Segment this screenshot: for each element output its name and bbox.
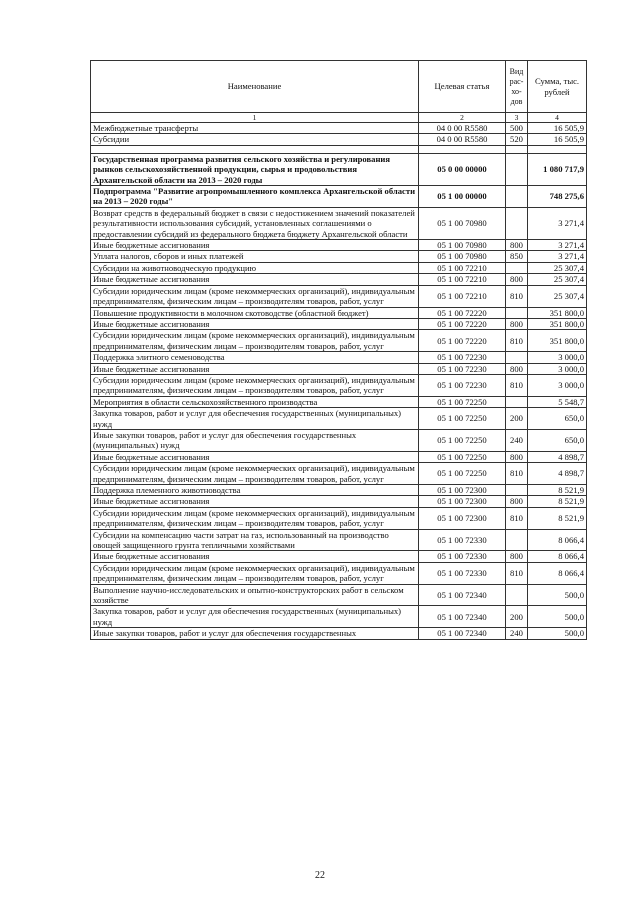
row-target-article: 05 1 00 72250 — [419, 451, 506, 462]
row-expense-type — [506, 307, 528, 318]
row-target-article: 05 1 00 72210 — [419, 274, 506, 285]
table-row — [91, 606, 587, 628]
row-sum: 8 521,9 — [528, 485, 587, 496]
row-sum: 25 307,4 — [528, 274, 587, 285]
row-expense-type: 810 — [506, 507, 528, 529]
page-number: 22 — [315, 870, 325, 881]
table-row — [91, 628, 587, 639]
row-name: Субсидии на компенсацию части затрат на газ, использованный на производство овощей защищенного грунта тепличными хозяйствами — [91, 529, 419, 551]
row-sum: 8 066,4 — [528, 529, 587, 551]
row-expense-type — [506, 584, 528, 606]
row-expense-type: 800 — [506, 496, 528, 507]
row-expense-type — [506, 529, 528, 551]
row-sum: 3 271,4 — [528, 251, 587, 262]
table-row — [91, 551, 587, 562]
row-target-article: 04 0 00 R5580 — [419, 134, 506, 145]
row-expense-type — [506, 485, 528, 496]
row-expense-type: 500 — [506, 123, 528, 134]
table-row — [91, 274, 587, 285]
spacer-row — [91, 145, 587, 153]
row-sum: 650,0 — [528, 429, 587, 451]
row-target-article: 05 1 00 72300 — [419, 485, 506, 496]
row-expense-type: 850 — [506, 251, 528, 262]
table-row — [91, 529, 587, 551]
row-name: Иные бюджетные ассигнования — [91, 240, 419, 251]
row-name: Поддержка элитного семеноводства — [91, 352, 419, 363]
row-target-article: 05 1 00 70980 — [419, 240, 506, 251]
row-expense-type — [506, 262, 528, 273]
row-target-article: 05 1 00 72250 — [419, 463, 506, 485]
table-row — [91, 207, 587, 239]
row-target-article: 05 1 00 72340 — [419, 628, 506, 639]
row-sum: 351 800,0 — [528, 330, 587, 352]
row-name: Иные бюджетные ассигнования — [91, 274, 419, 285]
row-sum: 3 271,4 — [528, 240, 587, 251]
row-name: Уплата налогов, сборов и иных платежей — [91, 251, 419, 262]
row-name: Иные бюджетные ассигнования — [91, 451, 419, 462]
row-name: Закупка товаров, работ и услуг для обеспечения государственных (муниципальных) нужд — [91, 408, 419, 430]
table-row — [91, 352, 587, 363]
row-sum: 25 307,4 — [528, 262, 587, 273]
row-expense-type: 810 — [506, 330, 528, 352]
row-target-article: 04 0 00 R5580 — [419, 123, 506, 134]
table-row — [91, 429, 587, 451]
row-sum: 748 275,6 — [528, 186, 587, 208]
row-expense-type: 240 — [506, 429, 528, 451]
header-target-article: Целевая статья — [419, 61, 506, 113]
table-row — [91, 374, 587, 396]
row-expense-type: 810 — [506, 562, 528, 584]
row-expense-type: 800 — [506, 551, 528, 562]
row-target-article: 05 1 00 72220 — [419, 318, 506, 329]
row-name: Субсидии юридическим лицам (кроме некоммерческих организаций), индивидуальным предпринимателям, физическим лицам – производителям товаров, работ, услуг — [91, 562, 419, 584]
budget-table — [90, 60, 587, 640]
row-target-article: 05 1 00 72340 — [419, 584, 506, 606]
row-target-article: 05 1 00 72210 — [419, 262, 506, 273]
table-row — [91, 408, 587, 430]
col-number-1: 1 — [91, 113, 419, 123]
row-name: Иные закупки товаров, работ и услуг для обеспечения государственных (муниципальных) нужд — [91, 429, 419, 451]
row-expense-type: 800 — [506, 274, 528, 285]
table-row — [91, 307, 587, 318]
row-target-article: 05 1 00 70980 — [419, 251, 506, 262]
row-expense-type: 200 — [506, 408, 528, 430]
row-sum: 500,0 — [528, 628, 587, 639]
row-expense-type: 800 — [506, 240, 528, 251]
table-row — [91, 496, 587, 507]
row-target-article: 05 1 00 72230 — [419, 352, 506, 363]
row-sum: 3 271,4 — [528, 207, 587, 239]
row-target-article: 05 1 00 72300 — [419, 496, 506, 507]
row-target-article: 05 1 00 72230 — [419, 374, 506, 396]
row-sum: 351 800,0 — [528, 318, 587, 329]
table-body — [91, 123, 587, 640]
row-sum: 8 066,4 — [528, 562, 587, 584]
row-target-article: 05 1 00 72340 — [419, 606, 506, 628]
row-name: Иные закупки товаров, работ и услуг для обеспечения государственных — [91, 628, 419, 639]
row-name: Подпрограмма "Развитие агропромышленного комплекса Архангельской области на 2013 – 2020 годы" — [91, 186, 419, 208]
table-row — [91, 363, 587, 374]
table-row — [91, 485, 587, 496]
row-sum: 351 800,0 — [528, 307, 587, 318]
table-row — [91, 451, 587, 462]
row-target-article: 05 1 00 72250 — [419, 408, 506, 430]
row-target-article: 05 1 00 72230 — [419, 363, 506, 374]
row-sum: 500,0 — [528, 584, 587, 606]
row-expense-type: 810 — [506, 374, 528, 396]
spacer-cell — [506, 145, 528, 153]
row-sum: 3 000,0 — [528, 363, 587, 374]
row-name: Субсидии юридическим лицам (кроме некоммерческих организаций), индивидуальным предпринимателям, физическим лицам – производителям товаров, работ, услуг — [91, 330, 419, 352]
row-sum: 500,0 — [528, 606, 587, 628]
row-name: Субсидии юридическим лицам (кроме некоммерческих организаций), индивидуальным предпринимателям, физическим лицам – производителям товаров, работ, услуг — [91, 463, 419, 485]
table-row — [91, 396, 587, 407]
table-row — [91, 285, 587, 307]
row-expense-type: 800 — [506, 318, 528, 329]
row-name: Повышение продуктивности в молочном скотоводстве (областной бюджет) — [91, 307, 419, 318]
row-expense-type — [506, 186, 528, 208]
row-target-article: 05 1 00 72330 — [419, 529, 506, 551]
table-row — [91, 262, 587, 273]
row-target-article: 05 1 00 72330 — [419, 562, 506, 584]
row-name: Иные бюджетные ассигнования — [91, 551, 419, 562]
table-row — [91, 318, 587, 329]
row-expense-type: 520 — [506, 134, 528, 145]
row-expense-type: 200 — [506, 606, 528, 628]
row-name: Субсидии юридическим лицам (кроме некоммерческих организаций), индивидуальным предпринимателям, физическим лицам – производителям товаров, работ, услуг — [91, 374, 419, 396]
row-name: Поддержка племенного животноводства — [91, 485, 419, 496]
row-name: Межбюджетные трансферты — [91, 123, 419, 134]
row-name: Возврат средств в федеральный бюджет в связи с недостижением значений показателей результативности использования субсидий, установленных соглашениями о предоставлении субсидий из федерального бюджета бюджету Архангельской области — [91, 207, 419, 239]
row-sum: 8 521,9 — [528, 496, 587, 507]
row-name: Закупка товаров, работ и услуг для обеспечения государственных (муниципальных) нужд — [91, 606, 419, 628]
table-row — [91, 240, 587, 251]
table-row — [91, 186, 587, 208]
row-expense-type: 810 — [506, 463, 528, 485]
row-target-article: 05 1 00 00000 — [419, 186, 506, 208]
table-row — [91, 123, 587, 134]
row-target-article: 05 1 00 72210 — [419, 285, 506, 307]
header-sum: Сумма, тыс. рублей — [528, 61, 587, 113]
row-target-article: 05 0 00 00000 — [419, 153, 506, 185]
budget-table-sheet — [90, 60, 586, 640]
row-expense-type: 240 — [506, 628, 528, 639]
row-sum: 3 000,0 — [528, 352, 587, 363]
row-name: Иные бюджетные ассигнования — [91, 318, 419, 329]
row-name: Субсидии юридическим лицам (кроме некоммерческих организаций), индивидуальным предпринимателям, физическим лицам – производителям товаров, работ, услуг — [91, 507, 419, 529]
row-name: Государственная программа развития сельского хозяйства и регулирования рынков сельскохозяйственной продукции, сырья и продовольствия Архангельской области на 2013 – 2020 годы — [91, 153, 419, 185]
row-expense-type: 800 — [506, 451, 528, 462]
row-sum: 8 066,4 — [528, 551, 587, 562]
row-target-article: 05 1 00 72220 — [419, 307, 506, 318]
row-sum: 5 548,7 — [528, 396, 587, 407]
row-sum: 25 307,4 — [528, 285, 587, 307]
row-target-article: 05 1 00 72250 — [419, 396, 506, 407]
row-name: Иные бюджетные ассигнования — [91, 496, 419, 507]
table-row — [91, 507, 587, 529]
row-expense-type — [506, 153, 528, 185]
row-expense-type — [506, 207, 528, 239]
table-row — [91, 330, 587, 352]
header-expense-type: Вид рас-хо-дов — [506, 61, 528, 113]
row-name: Субсидии — [91, 134, 419, 145]
row-sum: 650,0 — [528, 408, 587, 430]
row-sum: 3 000,0 — [528, 374, 587, 396]
table-row — [91, 562, 587, 584]
row-name: Мероприятия в области сельскохозяйственного производства — [91, 396, 419, 407]
table-row — [91, 134, 587, 145]
row-name: Субсидии на животноводческую продукцию — [91, 262, 419, 273]
table-row — [91, 251, 587, 262]
table-row — [91, 463, 587, 485]
row-sum: 1 080 717,9 — [528, 153, 587, 185]
row-name: Иные бюджетные ассигнования — [91, 363, 419, 374]
row-target-article: 05 1 00 72330 — [419, 551, 506, 562]
header-name: Наименование — [91, 61, 419, 113]
row-name: Субсидии юридическим лицам (кроме некоммерческих организаций), индивидуальным предпринимателям, физическим лицам – производителям товаров, работ, услуг — [91, 285, 419, 307]
row-sum: 16 505,9 — [528, 134, 587, 145]
row-target-article: 05 1 00 72300 — [419, 507, 506, 529]
row-sum: 16 505,9 — [528, 123, 587, 134]
row-name: Выполнение научно-исследовательских и опытно-конструкторских работ в сельском хозяйстве — [91, 584, 419, 606]
row-target-article: 05 1 00 72220 — [419, 330, 506, 352]
spacer-cell — [91, 145, 419, 153]
row-sum: 8 521,9 — [528, 507, 587, 529]
row-expense-type: 810 — [506, 285, 528, 307]
row-expense-type — [506, 352, 528, 363]
col-number-4: 4 — [528, 113, 587, 123]
row-sum: 4 898,7 — [528, 451, 587, 462]
table-row — [91, 153, 587, 185]
row-expense-type: 800 — [506, 363, 528, 374]
row-target-article: 05 1 00 70980 — [419, 207, 506, 239]
col-number-2: 2 — [419, 113, 506, 123]
spacer-cell — [419, 145, 506, 153]
table-row — [91, 584, 587, 606]
row-expense-type — [506, 396, 528, 407]
row-target-article: 05 1 00 72250 — [419, 429, 506, 451]
col-number-3: 3 — [506, 113, 528, 123]
spacer-cell — [528, 145, 587, 153]
row-sum: 4 898,7 — [528, 463, 587, 485]
